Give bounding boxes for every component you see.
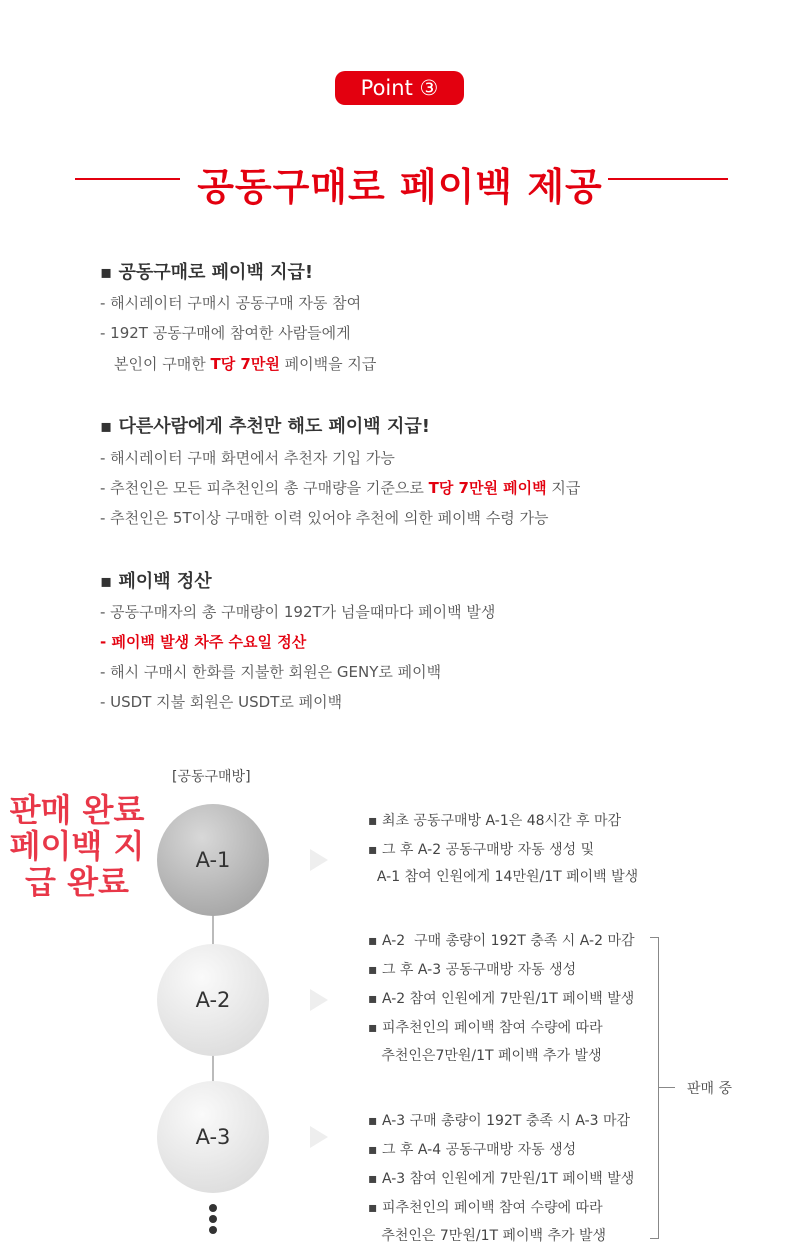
more-dot [209, 1204, 217, 1212]
more-dot [209, 1215, 217, 1223]
room-a2: A-2 [157, 944, 269, 1056]
connector [212, 915, 214, 945]
bullet: ▪ A-2 참여 인원에게 7만원/1T 페이백 발생 [368, 991, 635, 1007]
stamp-line: 판매 완료 [9, 791, 145, 829]
page-title: 공동구매로 페이백 제공 [197, 165, 603, 209]
point-badge: Point ③ [335, 71, 464, 105]
bullet: ▪ 그 후 A-4 공동구매방 자동 생성 [368, 1142, 577, 1158]
bullet: ▪ A-3 구매 총량이 192T 충족 시 A-3 마감 [368, 1113, 631, 1129]
text-line: - USDT 지불 회원은 USDT로 페이백 [100, 693, 343, 711]
bullet: 추천인은7만원/1T 페이백 추가 발생 [368, 1048, 602, 1064]
text-line [114, 353, 376, 374]
text: 본인이 구매한 [114, 355, 211, 373]
bullet: ▪ 피추천인의 페이백 참여 수량에 따라 [368, 1200, 603, 1216]
text-line: - 공동구매자의 총 구매량이 192T가 넘을때마다 페이백 발생 [100, 603, 496, 621]
bracket [650, 937, 659, 1239]
bullet: ▪ 피추천인의 페이백 참여 수량에 따라 [368, 1020, 603, 1036]
text-line [100, 477, 580, 498]
room-a1: A-1 [157, 804, 269, 916]
stamp-line: 페이백 지급 완료 [9, 827, 145, 901]
text-line: - 페이백 발생 차주 수요일 정산 [100, 633, 307, 651]
bullet: 추천인은 7만원/1T 페이백 추가 발생 [368, 1228, 607, 1244]
section-heading: ▪ 다른사람에게 추천만 해도 페이백 지급! [100, 416, 430, 437]
text: 페이백을 지급 [279, 355, 377, 373]
text-line: - 해시레이터 구매 화면에서 추천자 기입 가능 [100, 449, 395, 467]
text-line: - 해시 구매시 한화를 지불한 회원은 GENY로 페이백 [100, 663, 442, 681]
bullet: ▪ 그 후 A-2 공동구매방 자동 생성 및 [368, 842, 595, 858]
connector [212, 1055, 214, 1083]
arrow-icon [310, 849, 328, 871]
bullet: ▪ 최초 공동구매방 A-1은 48시간 후 마감 [368, 813, 622, 829]
bullet: ▪ A-3 참여 인원에게 7만원/1T 페이백 발생 [368, 1171, 635, 1187]
bullet: ▪ A-2 구매 총량이 192T 충족 시 A-2 마감 [368, 933, 635, 949]
text-line: - 추천인은 5T이상 구매한 이력 있어야 추천에 의한 페이백 수령 가능 [100, 509, 549, 527]
on-sale-label: 판매 중 [687, 1081, 733, 1097]
text: 지급 [546, 479, 581, 497]
highlight: T당 7만원 페이백 [428, 479, 547, 497]
diagram-label: [공동구매방] [172, 769, 251, 785]
arrow-icon [310, 989, 328, 1011]
room-a3: A-3 [157, 1081, 269, 1193]
section-heading: ▪ 페이백 정산 [100, 571, 212, 592]
highlight: T당 7만원 [210, 355, 280, 373]
more-dot [209, 1226, 217, 1234]
arrow-icon [310, 1126, 328, 1148]
section-heading: ▪ 공동구매로 페이백 지급! [100, 262, 314, 283]
bullet: A-1 참여 인원에게 14만원/1T 페이백 발생 [368, 869, 639, 885]
text-line: - 192T 공동구매에 참여한 사람들에게 [100, 324, 351, 342]
bullet: ▪ 그 후 A-3 공동구매방 자동 생성 [368, 962, 577, 978]
text-line: - 해시레이터 구매시 공동구매 자동 참여 [100, 294, 362, 312]
bracket-tick [659, 1087, 675, 1088]
sold-out-stamp [2, 792, 152, 900]
text: - 추천인은 모든 피추천인의 총 구매량을 기준으로 [100, 479, 429, 497]
